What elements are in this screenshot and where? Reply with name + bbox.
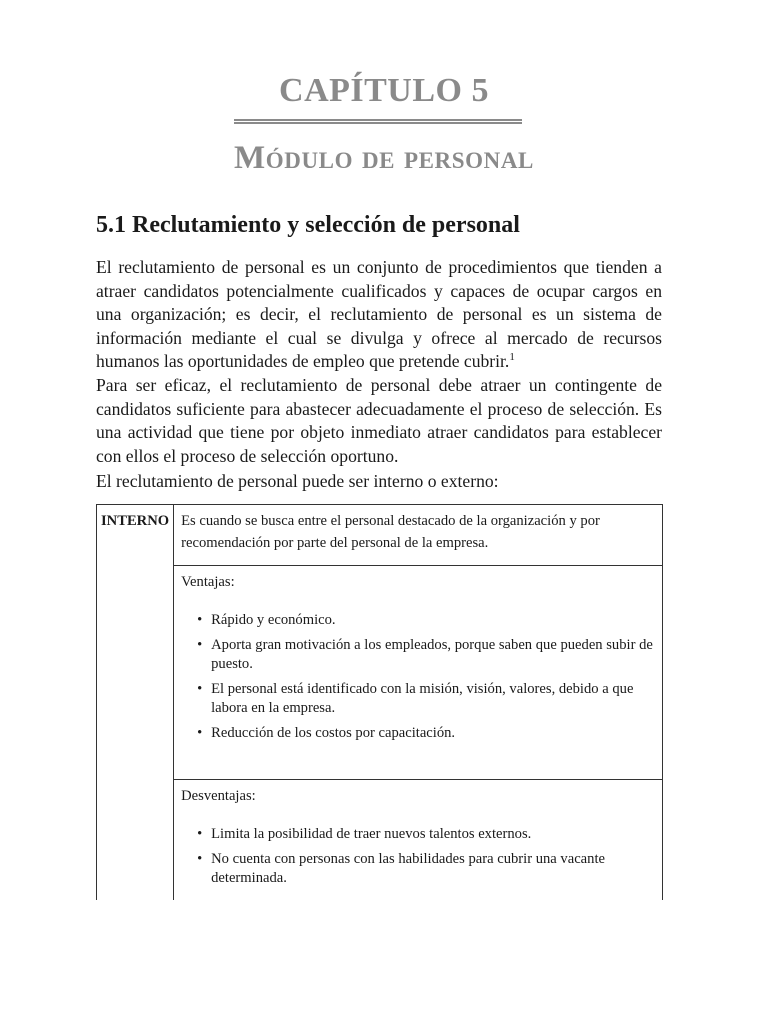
footnote-marker[interactable]: 1 [509, 351, 515, 364]
list-item: • Limita la posibilidad de traer nuevos talentos externos. [211, 825, 655, 844]
paragraph-recruitment-types: El reclutamiento de personal puede ser interno o externo: [96, 471, 499, 491]
row-label-interno: INTERNO [97, 505, 174, 901]
paragraph-text: El reclutamiento de personal es un conjunto de procedimientos que tienden a atraer candidatos potencialmente cualificados y capaces de ocupar cargos en una organización; es decir, el reclutamiento de personal es un sistema de información mediante el cual se divulga y ofrece al mercado de recursos humanos las oportunidades de empleo que pretende cubrir. [96, 257, 662, 371]
table-row [97, 566, 663, 780]
advantages-cell [174, 566, 663, 780]
disadvantages-list [181, 825, 655, 888]
paragraph-recruitment-efficacy: Para ser eficaz, el reclutamiento de personal debe atraer un contingente de candidatos suficiente para abastecer adecuadamente el proceso de selección. Es una actividad que tiene por objeto inmediato atraer candidatos para establecer con ellos el proceso de selección oportuno. [96, 375, 662, 466]
list-item: • Aporta gran motivación a los empleados, porque saben que pueden subir de puesto. [211, 636, 655, 674]
section-heading: 5.1 Reclutamiento y selección de personal [96, 212, 520, 238]
table-row [97, 780, 663, 901]
recruitment-table [96, 504, 663, 900]
table-row [97, 505, 663, 566]
advantages-heading: Ventajas: [181, 574, 235, 590]
list-item: • No cuenta con personas con las habilidades para cubrir una vacante determinada. [211, 850, 655, 888]
list-item: • El personal está identificado con la misión, visión, valores, debido a que labora en la empresa. [211, 680, 655, 718]
paragraph-recruitment-definition [96, 256, 662, 374]
list-item: • Rápido y económico. [211, 611, 655, 630]
disadvantages-cell [174, 780, 663, 901]
chapter-title: CAPÍTULO 5 [279, 72, 489, 109]
disadvantages-heading: Desventajas: [181, 788, 256, 804]
chapter-divider [234, 119, 522, 124]
definition-text: Es cuando se busca entre el personal destacado de la organización y por recomendación por parte del personal de la empresa. [181, 513, 600, 551]
chapter-subtitle: Módulo de personal [234, 140, 534, 176]
definition-cell [174, 505, 663, 566]
list-item: • Reducción de los costos por capacitación. [211, 724, 655, 743]
advantages-list [181, 611, 655, 743]
